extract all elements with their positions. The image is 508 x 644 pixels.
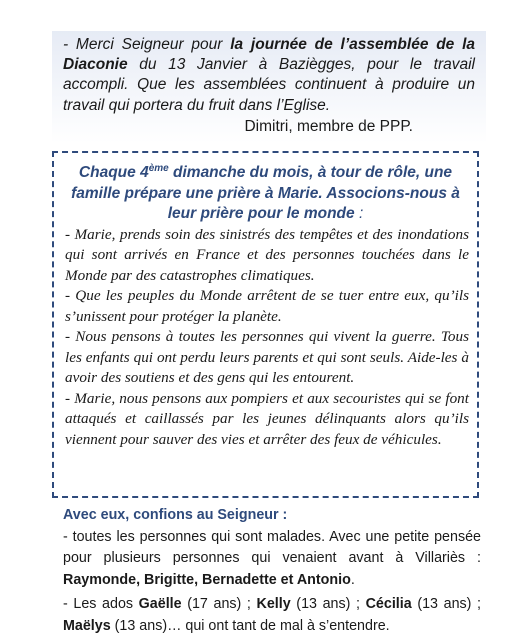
thanks-box bbox=[52, 31, 486, 143]
marie-title-text: : bbox=[354, 205, 364, 223]
seigneur-name: Maëlys bbox=[63, 617, 111, 634]
marie-title bbox=[54, 159, 477, 225]
prayer-item: - Nous pensons à toutes les personnes qui vivent la guerre. Tous les enfants qui ont perdu leurs parents et qui sont seuls. Aide-les à avoir des soutiens et des gens qui les entourent. bbox=[65, 328, 469, 387]
seigneur-names: Raymonde, Brigitte, Bernadette et Antonio bbox=[63, 571, 351, 588]
seigneur-paragraph-2 bbox=[63, 594, 481, 637]
seigneur-section bbox=[63, 505, 481, 637]
seigneur-text: (13 ans) ; bbox=[290, 596, 366, 612]
thanks-bold: la journée de l’assemblée de la bbox=[230, 36, 475, 53]
thanks-text: du 13 Janvier à Baziègges, pour le travail bbox=[127, 56, 475, 74]
seigneur-text: (13 ans)… qui ont tant de mal à s’entendre. bbox=[110, 617, 390, 634]
thanks-line-4: travail qui portera du fruit dans l’Eglise. bbox=[63, 96, 331, 114]
thanks-text: - Merci Seigneur pour bbox=[63, 36, 231, 53]
seigneur-text: (13 ans) ; bbox=[411, 596, 482, 612]
marie-title-text: dimanche du mois, à tour de rôle, une famille prépare une prière à Marie. Associons-nous à leur prière pour le monde bbox=[71, 164, 460, 223]
thanks-line-3: accompli. Que les assemblées continuent à produire un bbox=[63, 76, 475, 94]
prayer-item: - Que les peuples du Monde arrêtent de se tuer entre eux, qu’ils s’unissent pour protéger la planète. bbox=[65, 287, 469, 325]
thanks-line-2 bbox=[63, 55, 475, 75]
seigneur-paragraph-1 bbox=[63, 527, 481, 592]
seigneur-name: Cécilia bbox=[365, 596, 412, 612]
seigneur-name: Kelly bbox=[256, 596, 291, 612]
seigneur-text: - Les ados bbox=[63, 596, 139, 612]
prayer-item: - Marie, nous pensons aux pompiers et aux secouristes qui se font attaqués et caillassés par les jeunes délinquants alors qu’ils viennent pour sauver des vies et arrêter des feux de véhicules. bbox=[65, 389, 469, 448]
marie-prayer-box bbox=[52, 151, 479, 498]
seigneur-text: . bbox=[350, 571, 355, 588]
prayer-item: - Marie, prends soin des sinistrés des tempêtes et des inondations qui sont arrivés en France et des personnes touchées dans le Monde par des catastrophes climatiques. bbox=[65, 225, 469, 284]
marie-title-text: Chaque 4 bbox=[78, 164, 149, 182]
thanks-line-1 bbox=[63, 35, 475, 55]
seigneur-text: - toutes les personnes qui sont malades. Avec une petite pensée pour plusieurs personnes qui venaient avant à Villariès : bbox=[63, 528, 481, 566]
thanks-bold: Diaconie bbox=[63, 56, 128, 74]
seigneur-name: Gaëlle bbox=[138, 596, 182, 612]
thanks-signature: Dimitri, membre de PPP. bbox=[244, 117, 413, 135]
marie-title-sup: ème bbox=[148, 163, 169, 174]
prayer-list bbox=[54, 225, 477, 451]
seigneur-text: (17 ans) ; bbox=[181, 596, 257, 612]
seigneur-heading: Avec eux, confions au Seigneur : bbox=[63, 507, 288, 523]
